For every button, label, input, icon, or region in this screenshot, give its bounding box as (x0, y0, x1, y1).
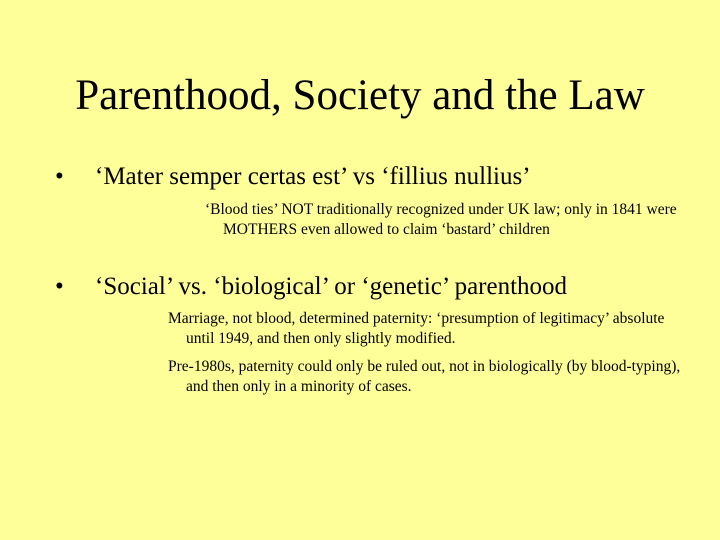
bullet-2-subpoint-1: Marriage, not blood, determined paternity: ‘presumption of legitimacy’ absolute until 1949, and then only slightly modified. (168, 310, 665, 347)
bullet-2-subpoint-2: Pre-1980s, paternity could only be ruled out, not in biologically (by blood-typing), and then only in a minority of cases. (168, 358, 681, 395)
slide-title: Parenthood, Society and the Law (75, 72, 645, 119)
bullet-2 (55, 272, 567, 302)
bullet-marker: • (55, 273, 64, 300)
bullet-2-text: ‘Social’ vs. ‘biological’ or ‘genetic’ parenthood (95, 273, 568, 300)
bullet-marker: • (55, 163, 64, 190)
bullet-1-text: ‘Mater semper certas est’ vs ‘fillius nullius’ (95, 163, 531, 190)
bullet-1 (55, 162, 531, 192)
bullet-1-subpoint-1: ‘Blood ties’ NOT traditionally recognized under UK law; only in 1841 were MOTHERS even allowed to claim ‘bastard’ children (205, 201, 677, 238)
